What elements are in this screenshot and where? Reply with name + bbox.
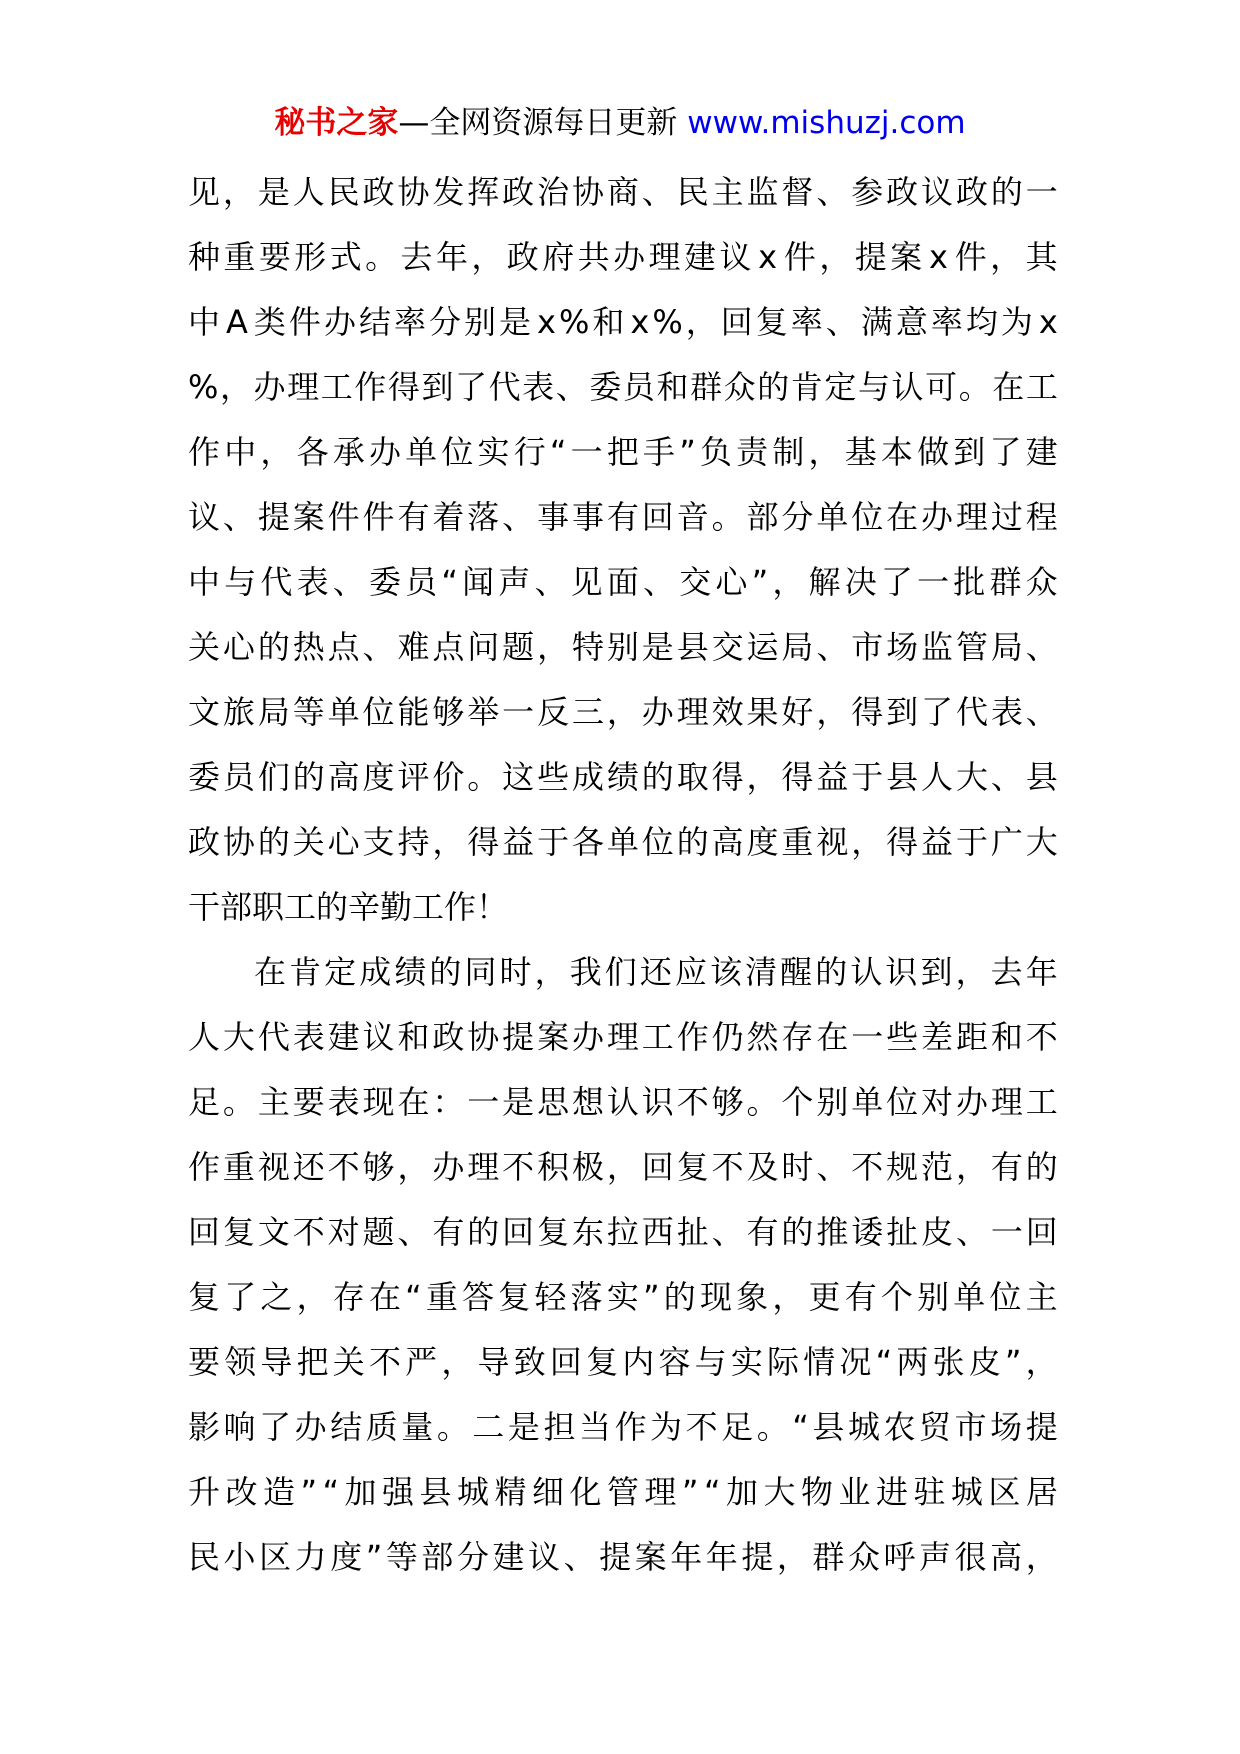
text-line: 作 重 视 还 不 够 ， 办 理 不 积 极 ， 回 复 不 及 时 、 不 规 范 ， 有 的 [188, 1148, 1058, 1186]
text-line: 复 了 之 ， 存 在 “ 重 答 复 轻 落 实 ” 的 现 象 ， 更 有 个 别 单 位 主 [188, 1278, 1058, 1316]
text-line: 要 领 导 把 关 不 严 ， 导 致 回 复 内 容 与 实 际 情 况 “ 两 张 皮 ” ， [188, 1343, 1058, 1381]
text-line: 政 协 的 关 心 支 持 ， 得 益 于 各 单 位 的 高 度 重 视 ， 得 益 于 广 大 [188, 823, 1058, 861]
site-header [0, 100, 1240, 146]
text-line: 干部职工的辛勤工作！ [188, 888, 509, 926]
site-url-link[interactable]: www.mishuzj.com [687, 105, 966, 141]
text-line: 在 肯 定 成 绩 的 同 时 ， 我 们 还 应 该 清 醒 的 认 识 到 ， 去 年 [254, 953, 1058, 991]
text-line: 中 与 代 表 、 委 员 “ 闻 声 、 见 面 、 交 心 ” ， 解 决 了 一 批 群 众 [188, 563, 1058, 601]
text-line: 足 。 主 要 表 现 在 ： 一 是 思 想 认 识 不 够 。 个 别 单 位 对 办 理 工 [188, 1083, 1058, 1121]
site-brand: 秘书之家 [274, 105, 399, 141]
text-line: 关 心 的 热 点 、 难 点 问 题 ， 特 别 是 县 交 运 局 、 市 场 监 管 局 、 [188, 628, 1058, 666]
text-line: 民 小 区 力 度 ” 等 部 分 建 议 、 提 案 年 年 提 ， 群 众 呼 声 很 高 ， [188, 1538, 1058, 1576]
text-line: 委 员 们 的 高 度 评 价 。 这 些 成 绩 的 取 得 ， 得 益 于 县 人 大 、 县 [188, 758, 1058, 796]
text-line: 人 大 代 表 建 议 和 政 协 提 案 办 理 工 作 仍 然 存 在 一 些 差 距 和 不 [188, 1018, 1058, 1056]
text-line: 文 旅 局 等 单 位 能 够 举 一 反 三 ， 办 理 效 果 好 ， 得 到 了 代 表 、 [188, 693, 1058, 731]
text-line: 种 重 要 形 式 。 去 年 ， 政 府 共 办 理 建 议 x 件 ， 提 案 x 件 ， 其 [188, 238, 1058, 276]
text-line: 影 响 了 办 结 质 量 。 二 是 担 当 作 为 不 足 。 “ 县 城 农 贸 市 场 提 [188, 1408, 1058, 1446]
text-line: % ， 办 理 工 作 得 到 了 代 表 、 委 员 和 群 众 的 肯 定 与 认 可 。 在 工 [188, 368, 1058, 406]
document-body [188, 160, 1058, 1590]
text-line: 见 ， 是 人 民 政 协 发 挥 政 治 协 商 、 民 主 监 督 、 参 政 议 政 的 一 [188, 173, 1058, 211]
text-line: 作 中 ， 各 承 办 单 位 实 行 “ 一 把 手 ” 负 责 制 ， 基 本 做 到 了 建 [188, 433, 1058, 471]
text-line: 中 A 类 件 办 结 率 分 别 是 x % 和 x % ， 回 复 率 、 满 意 率 均 为 x [188, 303, 1058, 341]
text-line: 升 改 造 ” “ 加 强 县 城 精 细 化 管 理 ” “ 加 大 物 业 进 驻 城 区 居 [188, 1473, 1058, 1511]
site-tagline: —全网资源每日更新 [398, 105, 688, 141]
text-line: 议 、 提 案 件 件 有 着 落 、 事 事 有 回 音 。 部 分 单 位 在 办 理 过 程 [188, 498, 1058, 536]
text-line: 回 复 文 不 对 题 、 有 的 回 复 东 拉 西 扯 、 有 的 推 诿 扯 皮 、 一 回 [188, 1213, 1058, 1251]
paragraph [188, 940, 1058, 1590]
paragraph [188, 160, 1058, 940]
